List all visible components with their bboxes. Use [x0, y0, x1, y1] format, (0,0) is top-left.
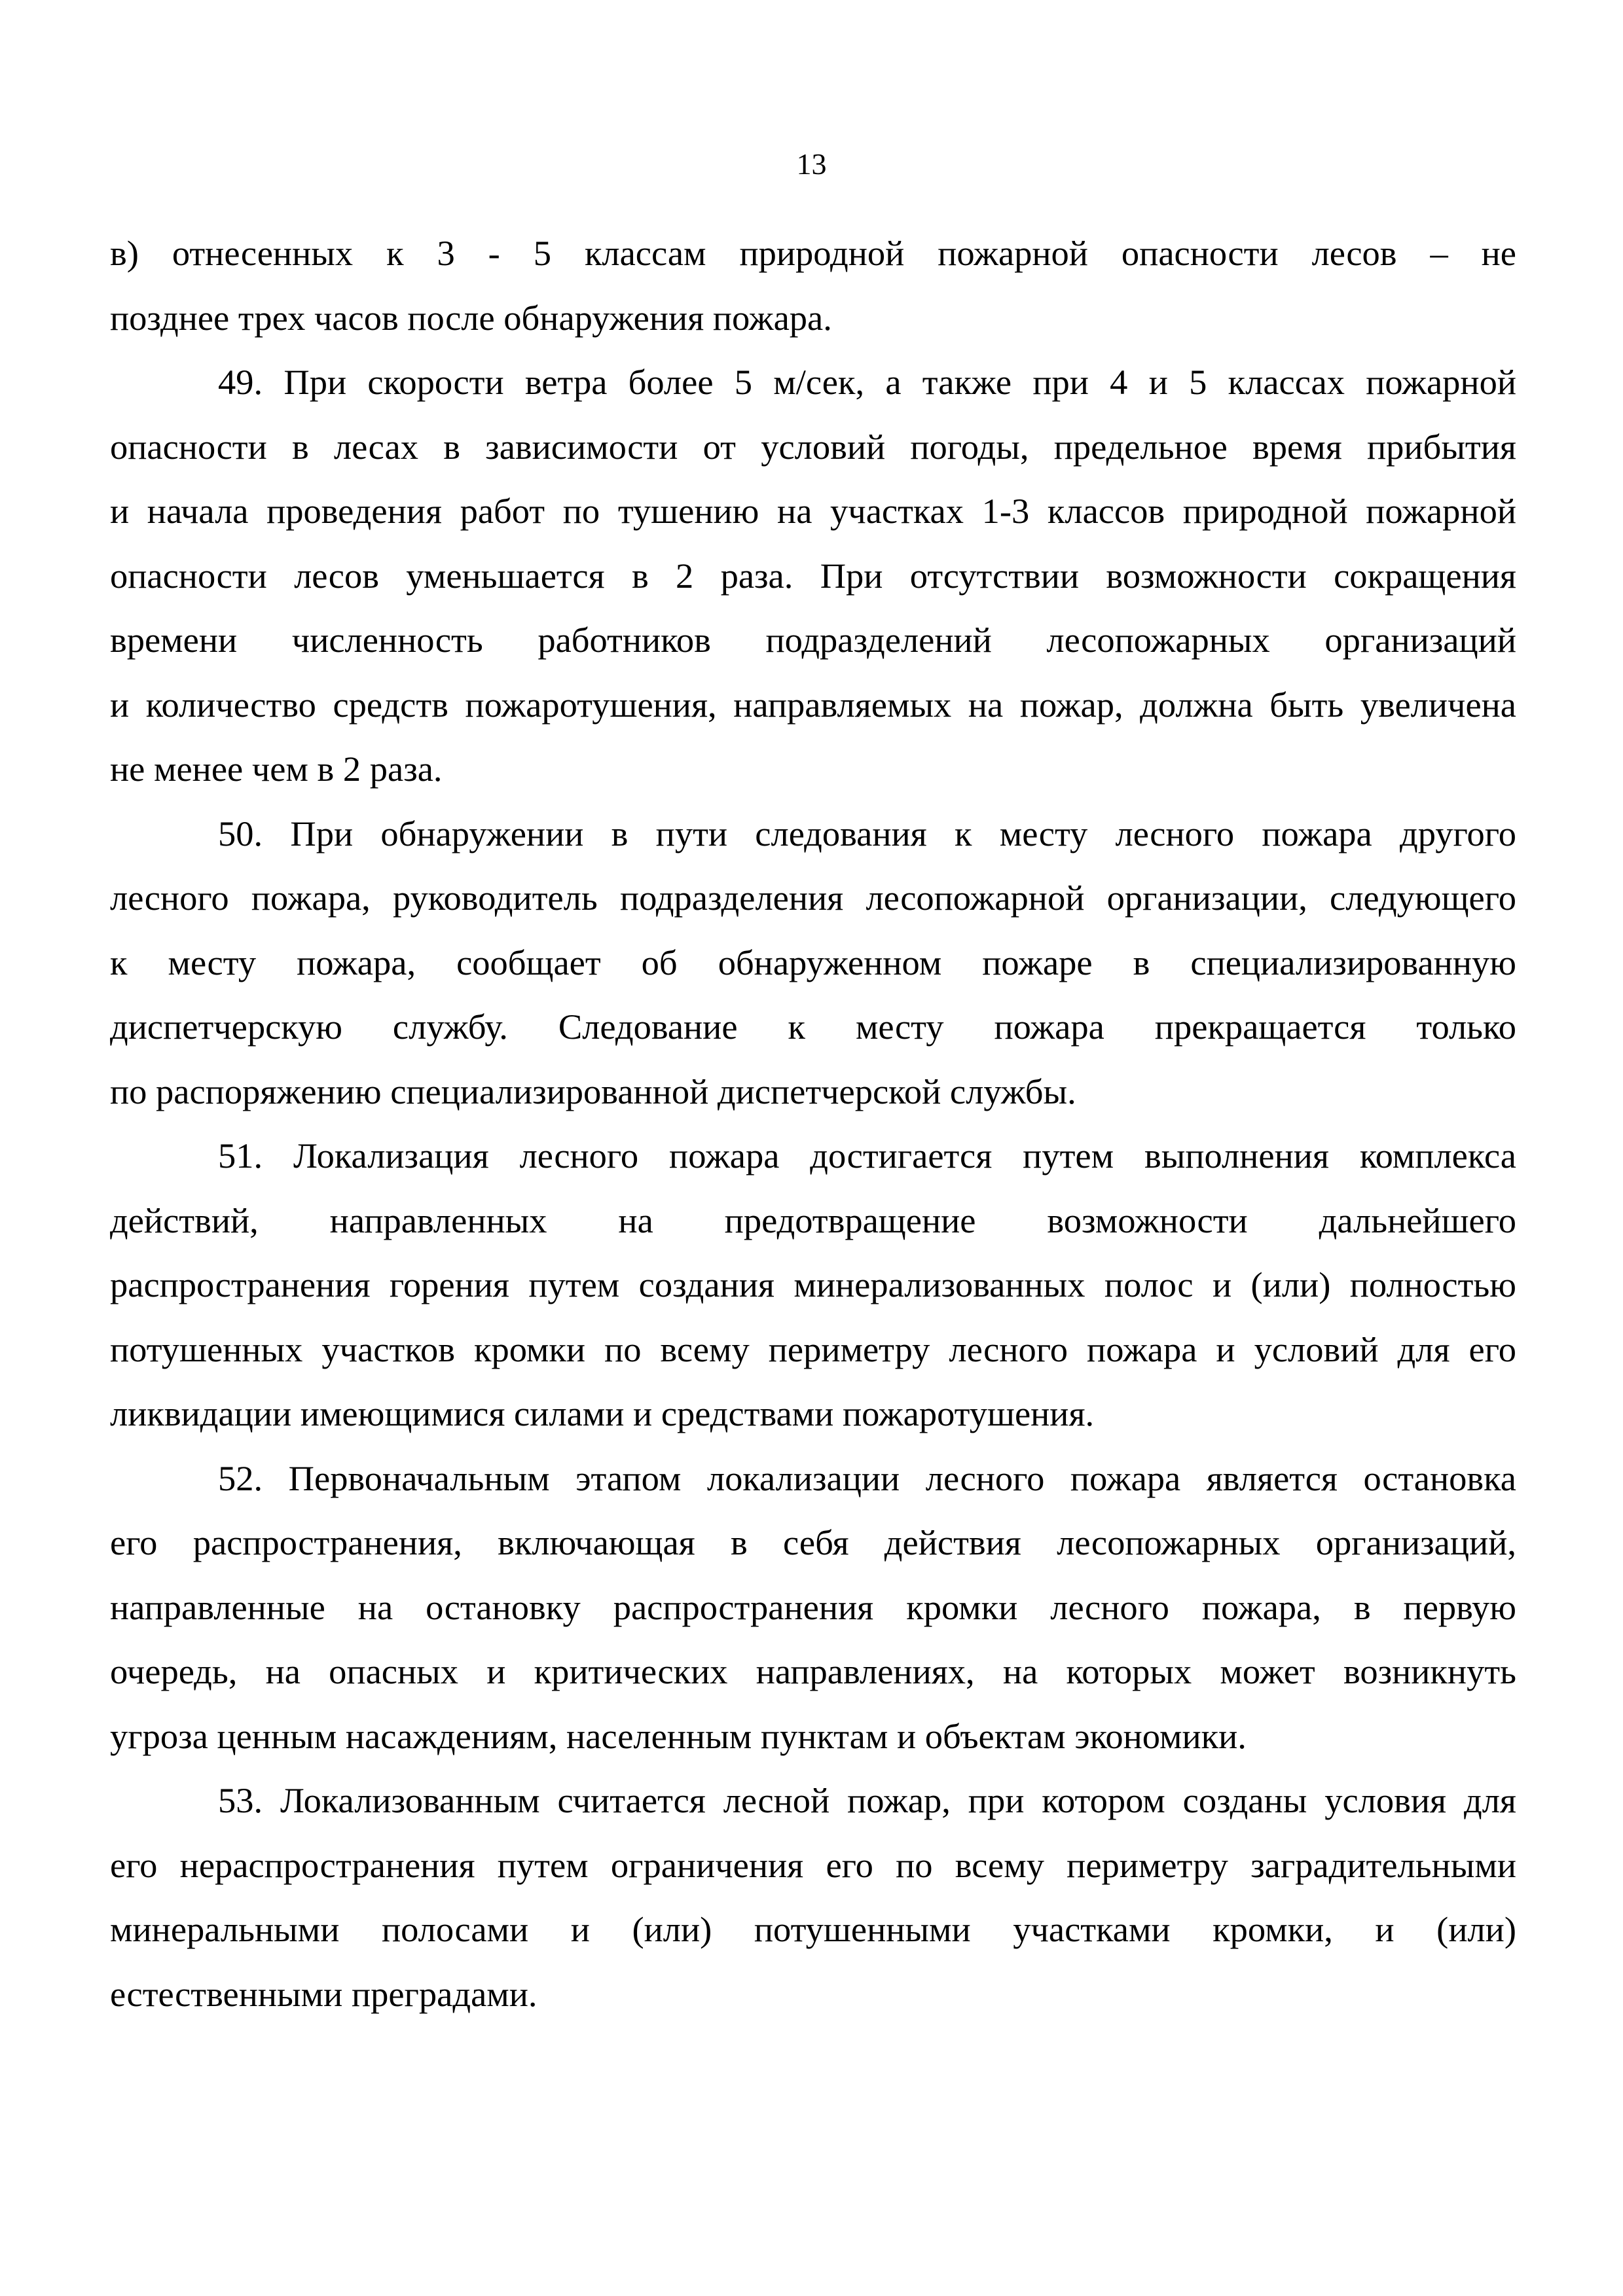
text-line: потушенных участков кромки по всему периметру лесного пожара и условий для его: [110, 1329, 1516, 1369]
text-line: диспетчерскую службу. Следование к месту пожара прекращается только: [110, 1007, 1516, 1047]
text-line: очередь, на опасных и критических направлениях, на которых может возникнуть: [110, 1651, 1516, 1691]
text-line: ликвидации имеющимися силами и средствами пожаротушения.: [110, 1393, 1095, 1433]
text-line: и начала проведения работ по тушению на участках 1-3 классов природной пожарной: [110, 491, 1516, 531]
text-line: позднее трех часов после обнаружения пожара.: [110, 297, 832, 338]
paragraph-51: [110, 1124, 1516, 1446]
text-line: и количество средств пожаротушения, направляемых на пожар, должна быть увеличена: [110, 684, 1516, 725]
text-line: действий, направленных на предотвращение возможности дальнейшего: [110, 1200, 1516, 1240]
text-line: к месту пожара, сообщает об обнаруженном пожаре в специализированную: [110, 942, 1516, 982]
text-line: не менее чем в 2 раза.: [110, 749, 443, 789]
paragraph-50: [110, 802, 1516, 1124]
text-line: опасности в лесах в зависимости от условий погоды, предельное время прибытия: [110, 426, 1516, 467]
text-line: по распоряжению специализированной диспетчерской службы.: [110, 1071, 1076, 1111]
text-line: распространения горения путем создания минерализованных полос и (или) полностью: [110, 1265, 1516, 1304]
paragraph-item-v: [110, 221, 1516, 350]
paragraph-49: [110, 350, 1516, 802]
text-line: угроза ценным насаждениям, населенным пунктам и объектам экономики.: [110, 1715, 1247, 1756]
text-line: опасности лесов уменьшается в 2 раза. При отсутствии возможности сокращения: [110, 555, 1516, 596]
text-line: времени численность работников подразделений лесопожарных организаций: [110, 620, 1516, 660]
text-line: в) отнесенных к 3 - 5 классам природной пожарной опасности лесов – не: [110, 233, 1516, 273]
page-number: 13: [796, 147, 827, 181]
text-line: 53. Локализованным считается лесной пожар, при котором созданы условия для: [218, 1780, 1516, 1820]
paragraph-53: [110, 1768, 1516, 2026]
text-line: минеральными полосами и (или) потушенными участками кромки, и (или): [110, 1909, 1516, 1949]
text-line: его нераспространения путем ограничения его по всему периметру заградительными: [110, 1844, 1516, 1885]
text-line: 49. При скорости ветра более 5 м/сек, а также при 4 и 5 классах пожарной: [218, 362, 1516, 402]
document-body: [110, 221, 1516, 2026]
text-line: 51. Локализация лесного пожара достигается путем выполнения комплекса: [218, 1136, 1516, 1175]
text-line: направленные на остановку распространения кромки лесного пожара, в первую: [110, 1587, 1516, 1627]
text-line: лесного пожара, руководитель подразделения лесопожарной организации, следующего: [110, 878, 1516, 918]
text-line: его распространения, включающая в себя действия лесопожарных организаций,: [110, 1522, 1516, 1562]
paragraph-52: [110, 1446, 1516, 1769]
text-line: естественными преградами.: [110, 1973, 538, 2014]
text-line: 52. Первоначальным этапом локализации лесного пожара является остановка: [218, 1458, 1516, 1498]
text-line: 50. При обнаружении в пути следования к месту лесного пожара другого: [218, 813, 1516, 853]
